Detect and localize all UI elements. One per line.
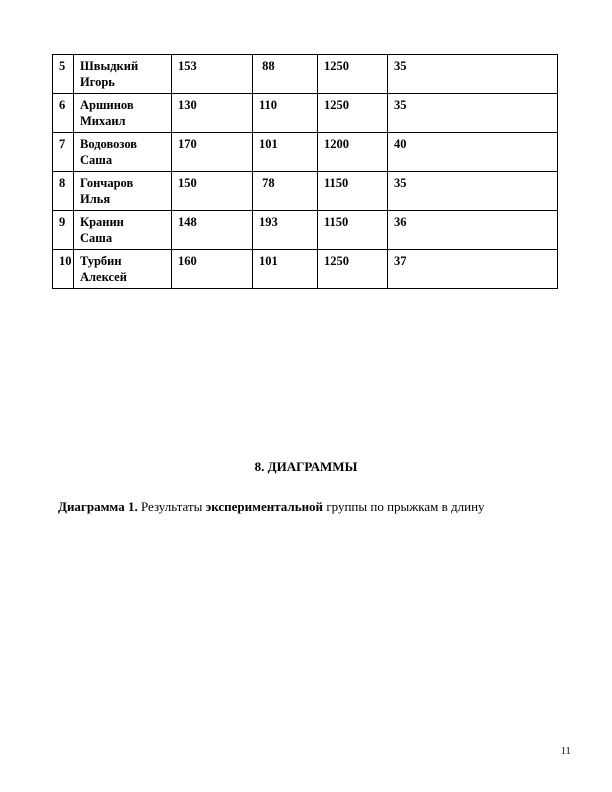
row-number: 6: [53, 94, 74, 133]
value-cell: 130: [172, 94, 253, 133]
second-line: Игорь: [80, 75, 115, 89]
value-cell: 101: [253, 250, 318, 289]
value-cell: 101: [253, 133, 318, 172]
value-cell: 78: [253, 172, 318, 211]
participant-name: [74, 55, 172, 94]
table-row: [53, 211, 558, 250]
row-number: 7: [53, 133, 74, 172]
value-cell: 150: [172, 172, 253, 211]
participant-name: [74, 94, 172, 133]
value-cell: 1150: [318, 211, 388, 250]
row-number: 5: [53, 55, 74, 94]
value-cell: 170: [172, 133, 253, 172]
value-cell: 35: [388, 172, 558, 211]
participant-name: [74, 172, 172, 211]
caption-text-after: группы по прыжкам в длину: [326, 499, 485, 514]
second-line: Михаил: [80, 114, 126, 128]
value-cell: 35: [388, 94, 558, 133]
first-line: Водовозов: [80, 137, 138, 151]
first-line: Аршинов: [80, 98, 134, 112]
second-line: Саша: [80, 231, 113, 245]
caption-text-before: Результаты: [140, 499, 203, 514]
value-cell: 193: [253, 211, 318, 250]
table-row: [53, 172, 558, 211]
caption-label: Диаграмма 1.: [58, 499, 138, 514]
value-cell: 40: [388, 133, 558, 172]
first-line: Кранин: [80, 215, 124, 229]
table-row: [53, 55, 558, 94]
row-number: 8: [53, 172, 74, 211]
caption-emphasis: экспериментальной: [205, 499, 324, 514]
value-cell: 88: [253, 55, 318, 94]
value-cell: 1250: [318, 250, 388, 289]
results-table: [52, 54, 558, 289]
value-cell: 1200: [318, 133, 388, 172]
first-line: Швыдкий: [80, 59, 139, 73]
value-cell: 1250: [318, 94, 388, 133]
value-cell: 148: [172, 211, 253, 250]
participant-name: [74, 250, 172, 289]
value-cell: 153: [172, 55, 253, 94]
first-line: Гончаров: [80, 176, 134, 190]
value-cell: 1250: [318, 55, 388, 94]
diagram-caption: [58, 499, 485, 515]
row-number: 10: [53, 250, 74, 289]
second-line: Алексей: [80, 270, 127, 284]
first-line: Турбин: [80, 254, 122, 268]
second-line: Илья: [80, 192, 111, 206]
table-row: [53, 133, 558, 172]
value-cell: 1150: [318, 172, 388, 211]
value-cell: 37: [388, 250, 558, 289]
row-number: 9: [53, 211, 74, 250]
table-row: [53, 250, 558, 289]
value-cell: 36: [388, 211, 558, 250]
value-cell: 35: [388, 55, 558, 94]
second-line: Саша: [80, 153, 113, 167]
section-heading: 8. ДИАГРАММЫ: [254, 459, 358, 474]
value-cell: 110: [253, 94, 318, 133]
participant-name: [74, 211, 172, 250]
value-cell: 160: [172, 250, 253, 289]
participant-name: [74, 133, 172, 172]
page-number: 11: [561, 746, 571, 757]
table-row: [53, 94, 558, 133]
